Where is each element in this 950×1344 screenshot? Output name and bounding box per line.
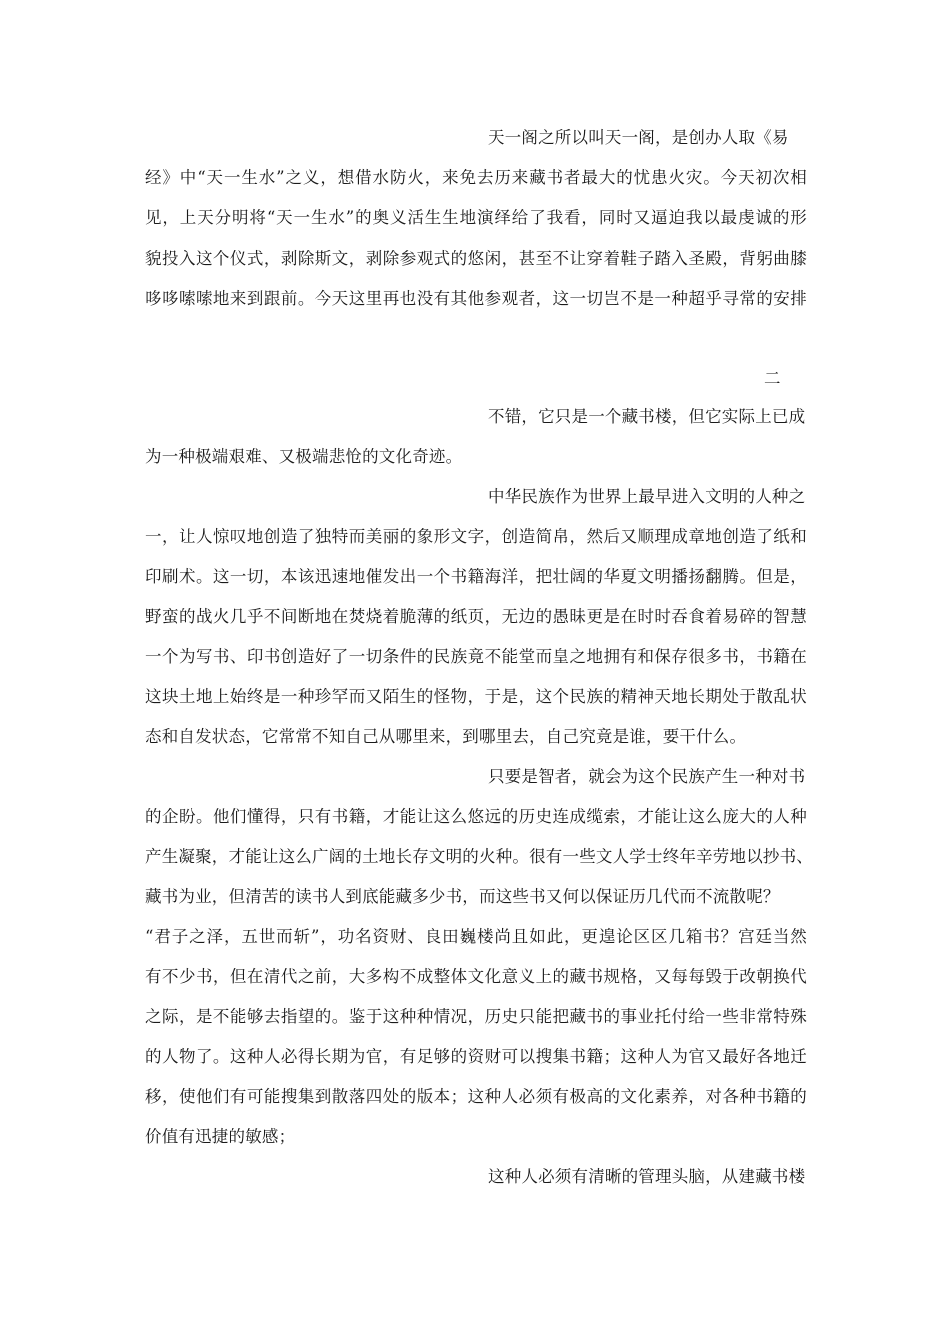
- paragraph-line: “君子之泽，五世而斩”，功名资财、良田巍楼尚且如此，更遑论区区几箱书？宫廷当然: [145, 927, 807, 946]
- paragraph-line: 一，让人惊叹地创造了独特而美丽的象形文字，创造简帛，然后又顺理成章地创造了纸和: [145, 527, 807, 546]
- paragraph-line: 这种人必须有清晰的管理头脑，从建藏书楼: [488, 1167, 806, 1186]
- paragraph-line: 为一种极端艰难、又极端悲怆的文化奇迹。: [145, 447, 463, 466]
- paragraph-line: 貌投入这个仪式，剥除斯文，剥除参观式的悠闲，甚至不让穿着鞋子踏入圣殿，背躬曲膝: [145, 249, 807, 268]
- paragraph-line: 产生凝聚，才能让这么广阔的土地长存文明的火种。很有一些文人学士终年辛劳地以抄书、: [145, 847, 813, 866]
- paragraph-line: 有不少书，但在清代之前，大多构不成整体文化意义上的藏书规格，又每每毁于改朝换代: [145, 967, 807, 986]
- paragraph-line: 只要是智者，就会为这个民族产生一种对书: [488, 767, 806, 786]
- paragraph-line: 价值有迅捷的敏感；: [145, 1127, 296, 1146]
- paragraph-line: 之际，是不能够去指望的。鉴于这种种情况，历史只能把藏书的事业托付给一些非常特殊: [145, 1007, 807, 1026]
- section-heading: 二: [764, 369, 781, 388]
- paragraph-line: 移，使他们有可能搜集到散落四处的版本；这种人必须有极高的文化素养，对各种书籍的: [145, 1087, 807, 1106]
- paragraph-line: 态和自发状态，它常常不知自己从哪里来，到哪里去，自己究竟是谁，要干什么。: [145, 727, 747, 746]
- paragraph-line: 一个为写书、印书创造好了一切条件的民族竟不能堂而皇之地拥有和保存很多书，书籍在: [145, 647, 807, 666]
- paragraph-line: 哆哆嗦嗦地来到跟前。今天这里再也没有其他参观者，这一切岂不是一种超乎寻常的安排: [145, 289, 807, 308]
- paragraph-line: 野蛮的战火几乎不间断地在焚烧着脆薄的纸页，无边的愚昧更是在时时吞食着易碎的智慧: [145, 607, 807, 626]
- paragraph-line: 天一阁之所以叫天一阁，是创办人取《易: [488, 128, 789, 147]
- paragraph-line: 中华民族作为世界上最早进入文明的人种之: [488, 487, 806, 506]
- paragraph-line: 藏书为业，但清苦的读书人到底能藏多少书，而这些书又何以保证历几代而不流散呢？: [145, 887, 780, 906]
- paragraph-line: 印刷术。这一切，本该迅速地催发出一个书籍海洋，把壮阔的华夏文明播扬翻腾。但是，: [145, 567, 807, 586]
- paragraph-line: 不错，它只是一个藏书楼，但它实际上已成: [488, 407, 806, 426]
- paragraph-line: 的企盼。他们懂得，只有书籍，才能让这么悠远的历史连成缆索，才能让这么庞大的人种: [145, 807, 807, 826]
- paragraph-line: 这块土地上始终是一种珍罕而又陌生的怪物，于是，这个民族的精神天地长期处于散乱状: [145, 687, 807, 706]
- paragraph-line: 经》中“天一生水”之义，想借水防火，来免去历来藏书者最大的忧患火灾。今天初次相: [145, 168, 807, 187]
- paragraph-line: 见，上天分明将“天一生水”的奥义活生生地演绎给了我看，同时又逼迫我以最虔诚的形: [145, 208, 807, 227]
- paragraph-line: 的人物了。这种人必得长期为官，有足够的资财可以搜集书籍；这种人为官又最好各地迁: [145, 1047, 807, 1066]
